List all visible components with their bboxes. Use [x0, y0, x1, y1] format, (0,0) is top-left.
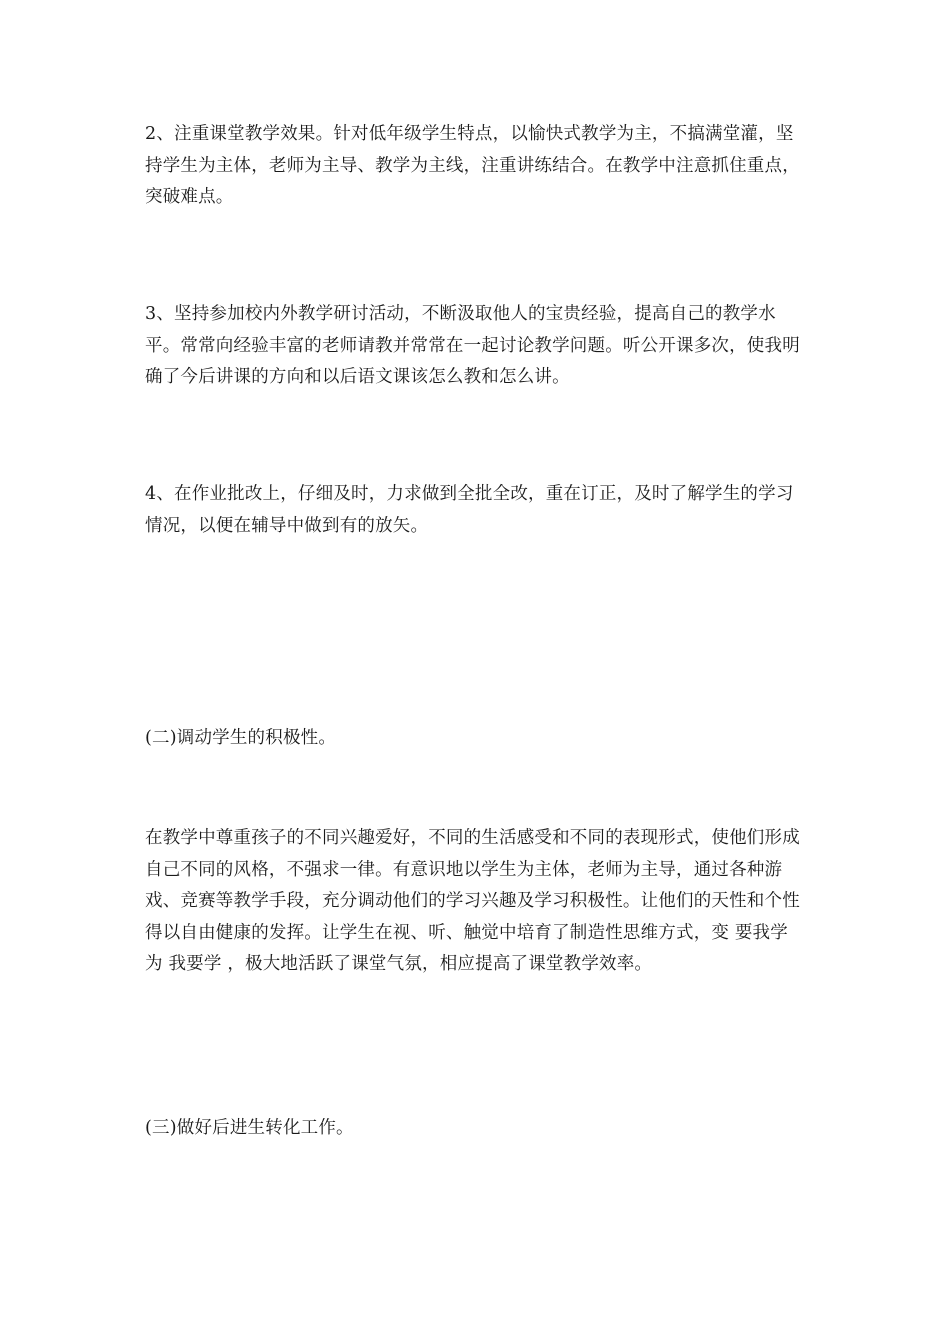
paragraph-item-4: 4、在作业批改上，仔细及时，力求做到全批全改，重在订正，及时了解学生的学习情况，以便在辅导中做到有的放矢。 — [145, 484, 794, 536]
section-heading-3: (三)做好后进生转化工作。 — [145, 1118, 354, 1138]
section-heading-2: (二)调动学生的积极性。 — [145, 728, 337, 748]
paragraph-item-3: 3、坚持参加校内外教学研讨活动，不断汲取他人的宝贵经验，提高自己的教学水平。常常向经验丰富的老师请教并常常在一起讨论教学问题。听公开课多次，使我明确了今后讲课的方向和以后语文课该怎么教和怎么讲。 — [145, 304, 800, 387]
paragraph-body: 在教学中尊重孩子的不同兴趣爱好，不同的生活感受和不同的表现形式，使他们形成自己不同的风格，不强求一律。有意识地以学生为主体，老师为主导，通过各种游戏、竞赛等教学手段，充分调动他们的学习兴趣及学习积极性。让他们的天性和个性得以自由健康的发挥。让学生在视、听、触觉中培育了制造性思维方式，变 要我学 为 我要学 ，极大地活跃了课堂气氛，相应提高了课堂教学效率。 — [145, 828, 800, 974]
paragraph-item-2: 2、注重课堂教学效果。针对低年级学生特点，以愉快式教学为主，不搞满堂灌，坚持学生为主体，老师为主导、教学为主线，注重讲练结合。在教学中注意抓住重点，突破难点。 — [145, 124, 800, 207]
